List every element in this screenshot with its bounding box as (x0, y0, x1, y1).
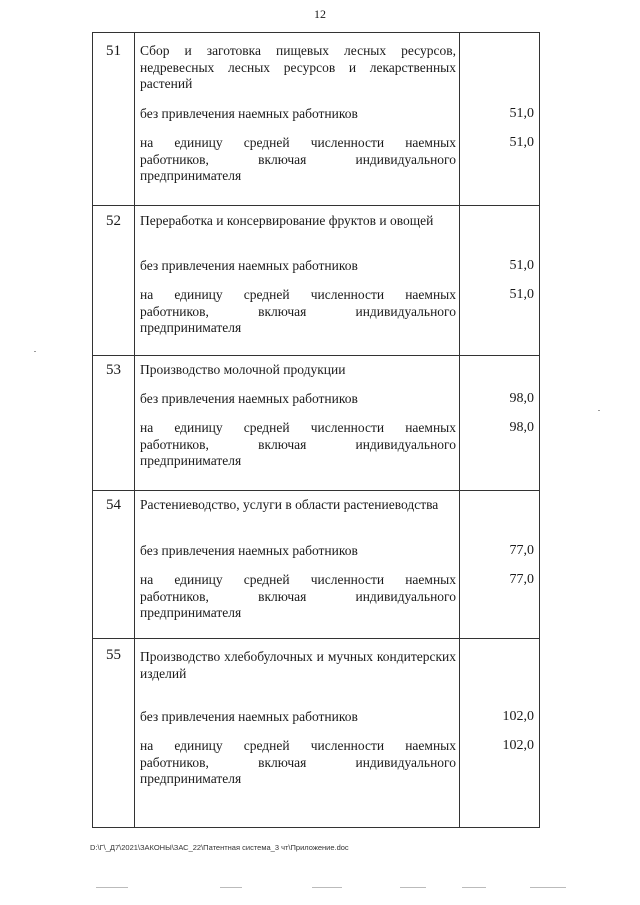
column-divider-number (134, 33, 135, 827)
sub-item-label: на единицу средней численности наемных работников, включая индивидуального предпринимателя (140, 287, 456, 335)
sub-item-label: без привлечения наемных работников (140, 709, 358, 724)
sub-item-value: 98,0 (509, 420, 534, 435)
scan-edge-artifacts (90, 887, 570, 890)
row-number: 53 (106, 362, 121, 378)
activity-name: Производство молочной продукции (140, 362, 346, 377)
sub-item-value: 77,0 (509, 543, 534, 558)
row-divider (93, 490, 539, 491)
sub-item-label: без привлечения наемных работников (140, 258, 358, 273)
sub-item-label: без привлечения наемных работников (140, 391, 358, 406)
row-divider (93, 355, 539, 356)
sub-item-value: 51,0 (509, 106, 534, 121)
row-number: 52 (106, 213, 121, 229)
sub-item-label: без привлечения наемных работников (140, 543, 358, 558)
sub-item-value: 102,0 (502, 738, 534, 753)
sub-item-label: на единицу средней численности наемных работников, включая индивидуального предпринимателя (140, 738, 456, 786)
activity-name: Сбор и заготовка пищевых лесных ресурсов, недревесных лесных ресурсов и лекарственных растений (140, 43, 456, 91)
row-divider (93, 638, 539, 639)
sub-item-label: на единицу средней численности наемных работников, включая индивидуального предпринимателя (140, 135, 456, 183)
sub-item-value: 51,0 (509, 287, 534, 302)
activity-name: Растениеводство, услуги в области растениеводства (140, 497, 439, 512)
page-number: 12 (314, 7, 326, 21)
sub-item-label: без привлечения наемных работников (140, 106, 358, 121)
row-number: 54 (106, 497, 121, 513)
row-divider (93, 205, 539, 206)
activity-name: Переработка и консервирование фруктов и овощей (140, 213, 434, 228)
sub-item-value: 102,0 (502, 709, 534, 724)
sub-item-value: 98,0 (509, 391, 534, 406)
activity-name: Производство хлебобулочных и мучных кондитерских изделий (140, 649, 456, 681)
patent-rates-table (92, 32, 540, 828)
row-number: 55 (106, 647, 121, 663)
document-file-path: D:\Г\_Д7\2021\ЗАКОНЫ\ЗАС_22\Патентная система_3 чт\Приложение.doc (90, 843, 349, 852)
row-number: 51 (106, 43, 121, 59)
scan-speck (34, 351, 36, 352)
sub-item-value: 77,0 (509, 572, 534, 587)
sub-item-value: 51,0 (509, 258, 534, 273)
sub-item-label: на единицу средней численности наемных работников, включая индивидуального предпринимателя (140, 572, 456, 620)
sub-item-value: 51,0 (509, 135, 534, 150)
scan-speck (598, 410, 600, 411)
sub-item-label: на единицу средней численности наемных работников, включая индивидуального предпринимателя (140, 420, 456, 468)
